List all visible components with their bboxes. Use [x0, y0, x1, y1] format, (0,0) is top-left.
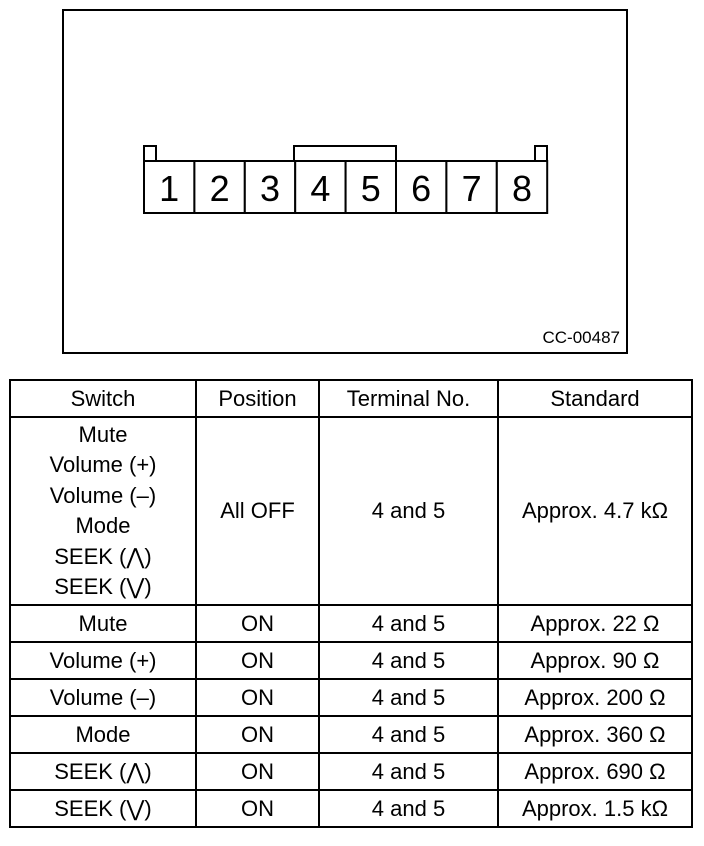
figure-code: CC-00487	[542, 328, 620, 347]
switch-name: SEEK (⋁)	[54, 574, 152, 599]
terminal-number: 6	[411, 168, 432, 209]
standard-cell: Approx. 360 Ω	[498, 716, 692, 753]
standard-cell: Approx. 4.7 kΩ	[498, 417, 692, 605]
switch-name: Volume (–)	[49, 482, 157, 508]
header-switch: Switch	[10, 380, 196, 417]
header-position: Position	[196, 380, 319, 417]
table-header-row	[10, 380, 692, 417]
standard-cell: Approx. 22 Ω	[498, 605, 692, 642]
standard-cell: Approx. 1.5 kΩ	[498, 790, 692, 827]
switch-resistance-table	[9, 379, 693, 828]
connector-figure	[62, 9, 628, 354]
position-cell: ON	[196, 716, 319, 753]
switch-name: Mute	[78, 421, 128, 447]
table-row	[10, 716, 692, 753]
connector-diagram	[64, 11, 626, 352]
terminal-cell: 4 and 5	[319, 679, 498, 716]
table-row	[10, 753, 692, 790]
terminal-number: 8	[511, 168, 533, 209]
terminal-number: 4	[310, 168, 331, 209]
table-row	[10, 605, 692, 642]
table-row	[10, 417, 692, 605]
position-cell: ON	[196, 642, 319, 679]
switch-name: SEEK (⋀)	[54, 543, 152, 569]
position-cell: All OFF	[196, 417, 319, 605]
header-terminal-no: Terminal No.	[319, 380, 498, 417]
terminal-number: 1	[159, 168, 180, 209]
standard-cell: Approx. 690 Ω	[498, 753, 692, 790]
position-cell: ON	[196, 605, 319, 642]
table-row	[10, 790, 692, 827]
switch-cell	[10, 417, 196, 605]
terminal-number: 2	[209, 168, 230, 209]
table-row	[10, 642, 692, 679]
switch-cell: SEEK (⋀)	[10, 753, 196, 790]
switch-name: Mode	[75, 513, 131, 538]
terminal-cell: 4 and 5	[319, 605, 498, 642]
position-cell: ON	[196, 753, 319, 790]
switch-cell: Mode	[10, 716, 196, 753]
position-cell: ON	[196, 790, 319, 827]
terminal-cell: 4 and 5	[319, 753, 498, 790]
terminal-cell: 4 and 5	[319, 716, 498, 753]
terminal-cell: 4 and 5	[319, 642, 498, 679]
header-standard: Standard	[498, 380, 692, 417]
standard-cell: Approx. 200 Ω	[498, 679, 692, 716]
switch-cell: Volume (–)	[10, 679, 196, 716]
switch-name: Volume (+)	[49, 452, 157, 477]
terminal-number: 3	[259, 168, 281, 209]
terminal-cell: 4 and 5	[319, 790, 498, 827]
standard-cell: Approx. 90 Ω	[498, 642, 692, 679]
switch-cell: Volume (+)	[10, 642, 196, 679]
terminal-number: 7	[461, 168, 482, 209]
table-row	[10, 679, 692, 716]
terminal-cell: 4 and 5	[319, 417, 498, 605]
position-cell: ON	[196, 679, 319, 716]
connector-terminals	[144, 161, 547, 213]
switch-cell: SEEK (⋁)	[10, 790, 196, 827]
terminal-number: 5	[360, 168, 381, 209]
switch-cell: Mute	[10, 605, 196, 642]
